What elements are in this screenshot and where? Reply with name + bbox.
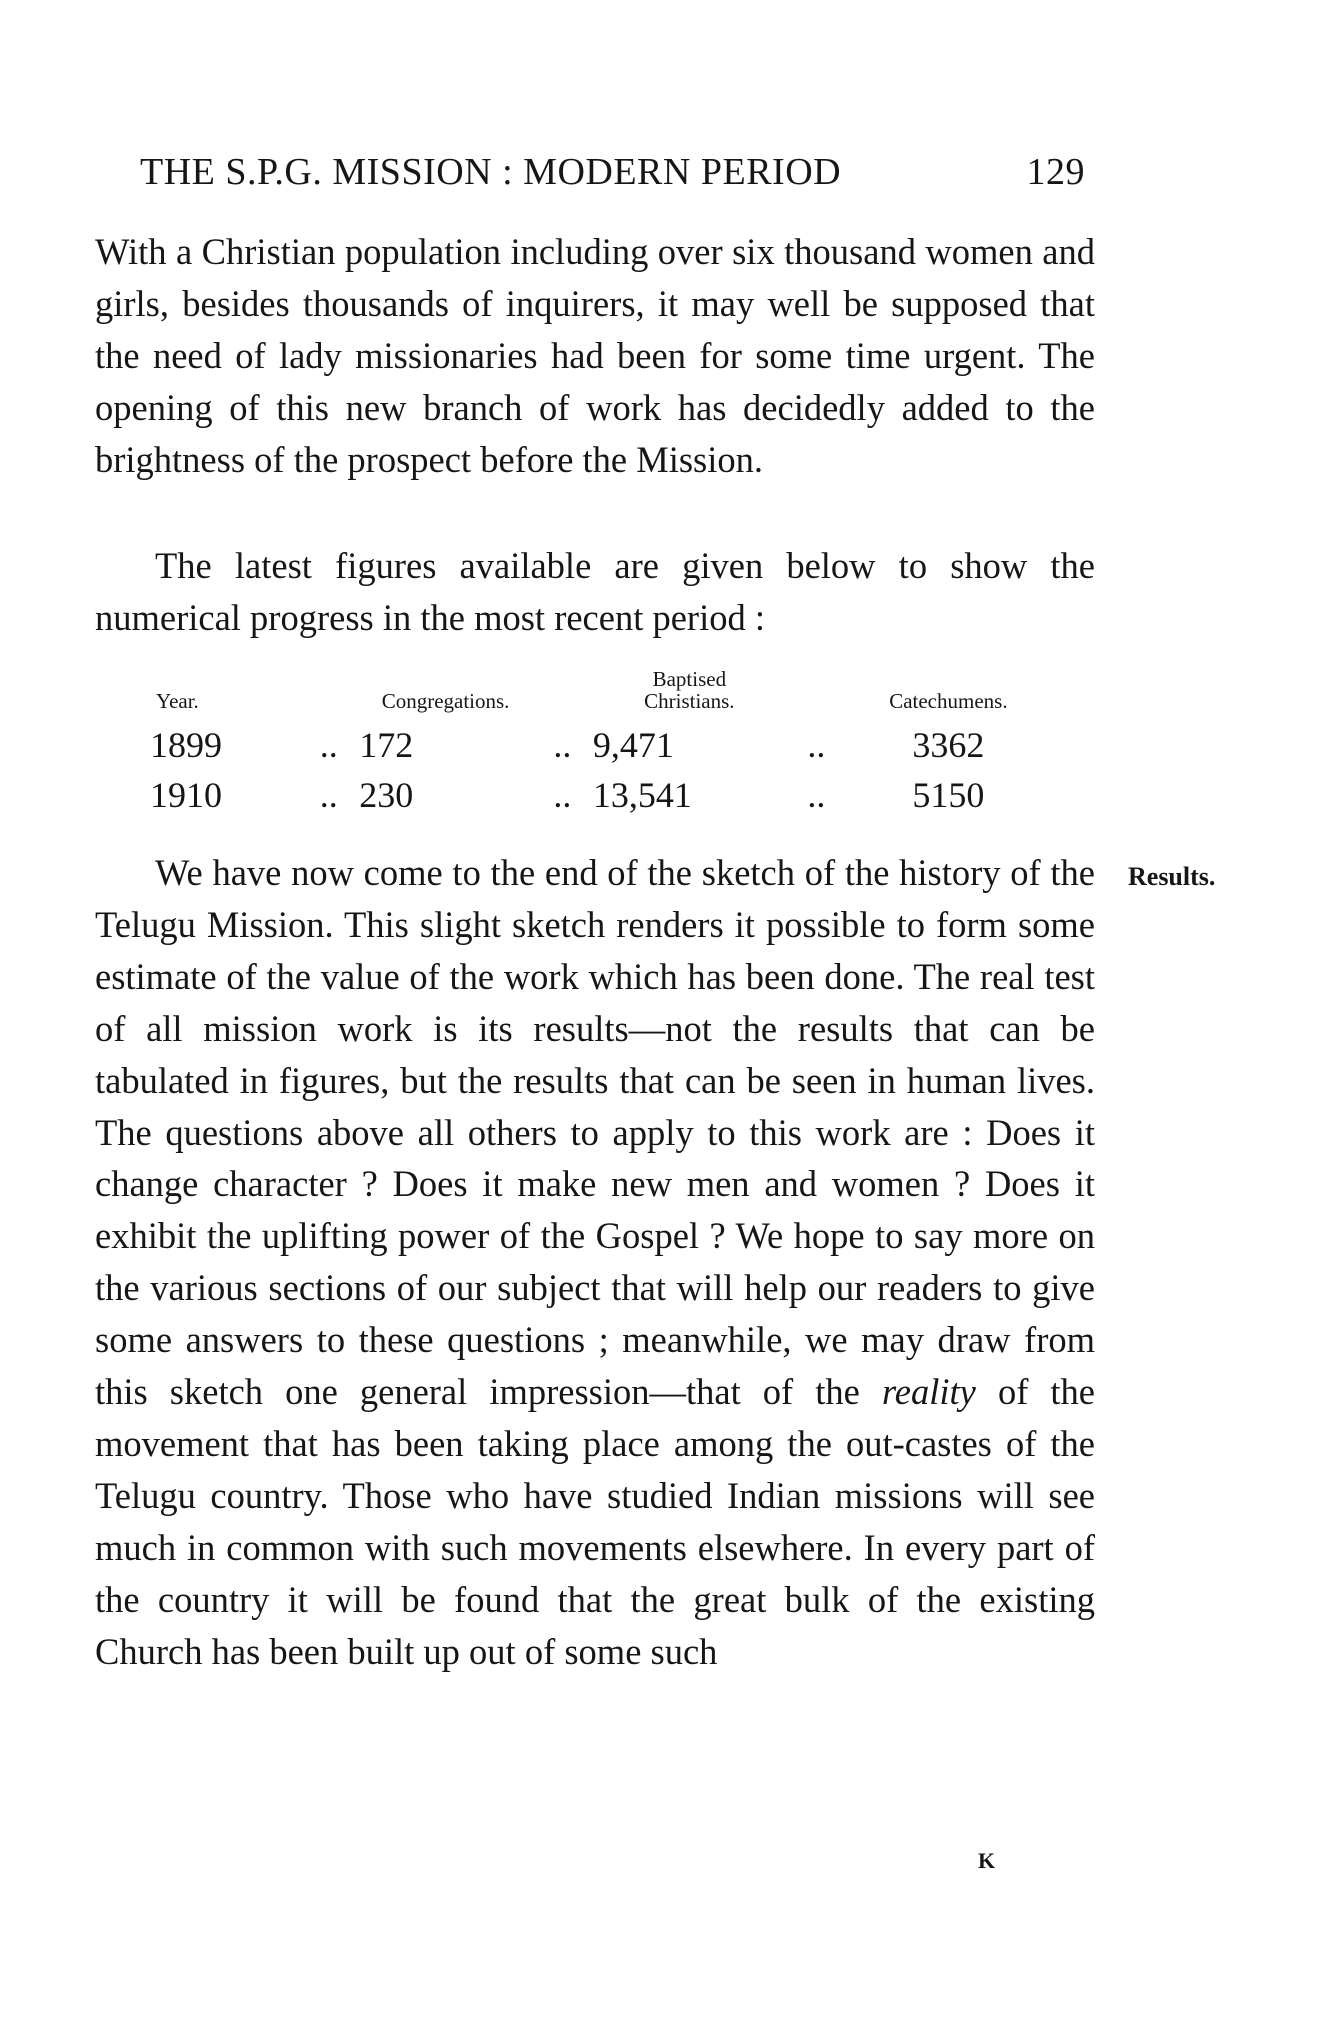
header-spacer — [298, 668, 359, 720]
cell-year: 1899 — [150, 725, 222, 765]
cell-leader-dots: .. — [807, 725, 826, 765]
running-title: THE S.P.G. MISSION : MODERN PERIOD — [140, 151, 842, 193]
paragraph-results — [95, 847, 1095, 1678]
table-row — [150, 720, 1050, 770]
results-text-start: We have now come to the end of the sketch of the history of the Telugu Mission. This slight sketch renders it possible to form some estimate of the value of the work which has been done. The real test of all mission work is its results—not the results that can be tabulated in figures, but the results that can be seen in human lives. The questions above all others to apply to this work are : Does it change character ? Does it make new men and women ? Does it exhibit the uplifting power of the Gospel ? We hope to say more on the various sections of our subject that will help our readers to give some answers to these questions ; meanwhile, we may draw from this sketch one general impression—that of the — [95, 852, 1095, 1413]
margin-note: Results. — [1128, 862, 1216, 891]
cell-year: 1910 — [150, 775, 222, 815]
cell-congregations: 230 — [359, 775, 414, 815]
cell-baptised: 13,541 — [592, 775, 692, 815]
results-emphasis: reality — [881, 1371, 976, 1413]
header-baptised-line2: Christians. — [644, 689, 735, 713]
header-catechumens: Catechumens. — [889, 689, 1008, 713]
cell-congregations: 172 — [359, 725, 414, 765]
header-year: Year. — [156, 689, 199, 713]
progress-table — [150, 668, 1050, 820]
header-congregations: Congregations. — [381, 689, 510, 713]
cell-catechumens: 5150 — [912, 775, 985, 815]
page-number: 129 — [1026, 151, 1085, 193]
cell-catechumens: 3362 — [912, 725, 985, 765]
cell-leader-dots: .. — [319, 775, 338, 815]
cell-leader-dots: .. — [553, 725, 572, 765]
table-header-row — [150, 668, 1050, 720]
cell-leader-dots: .. — [319, 725, 338, 765]
results-text-end: of the movement that has been taking place among the out-castes of the Telugu country. Those who have studied Indian missions will see much in common with such movements elsewhere. In every part of the country it will be found that the great bulk of the existing Church has been built up out of some such — [95, 1371, 1095, 1672]
cell-leader-dots: .. — [807, 775, 826, 815]
cell-baptised: 9,471 — [592, 725, 674, 765]
paragraph-lady-missionaries: With a Christian population including over six thousand women and girls, besides thousands of inquirers, it may well be supposed that the need of lady missionaries had been for some time urgent. The opening of this new branch of work has decidedly added to the brightness of the prospect before the Mission. — [95, 231, 1095, 480]
table-row — [150, 770, 1050, 820]
header-spacer — [786, 668, 847, 720]
header-baptised-line1: Baptised — [652, 667, 727, 691]
cell-leader-dots: .. — [553, 775, 572, 815]
paragraph-figures-intro: The latest figures available are given below to show the numerical progress in the most recent period : — [95, 545, 1095, 638]
signature-mark: K — [978, 1848, 996, 1873]
header-spacer — [532, 668, 593, 720]
header-baptised-christians — [593, 668, 786, 720]
